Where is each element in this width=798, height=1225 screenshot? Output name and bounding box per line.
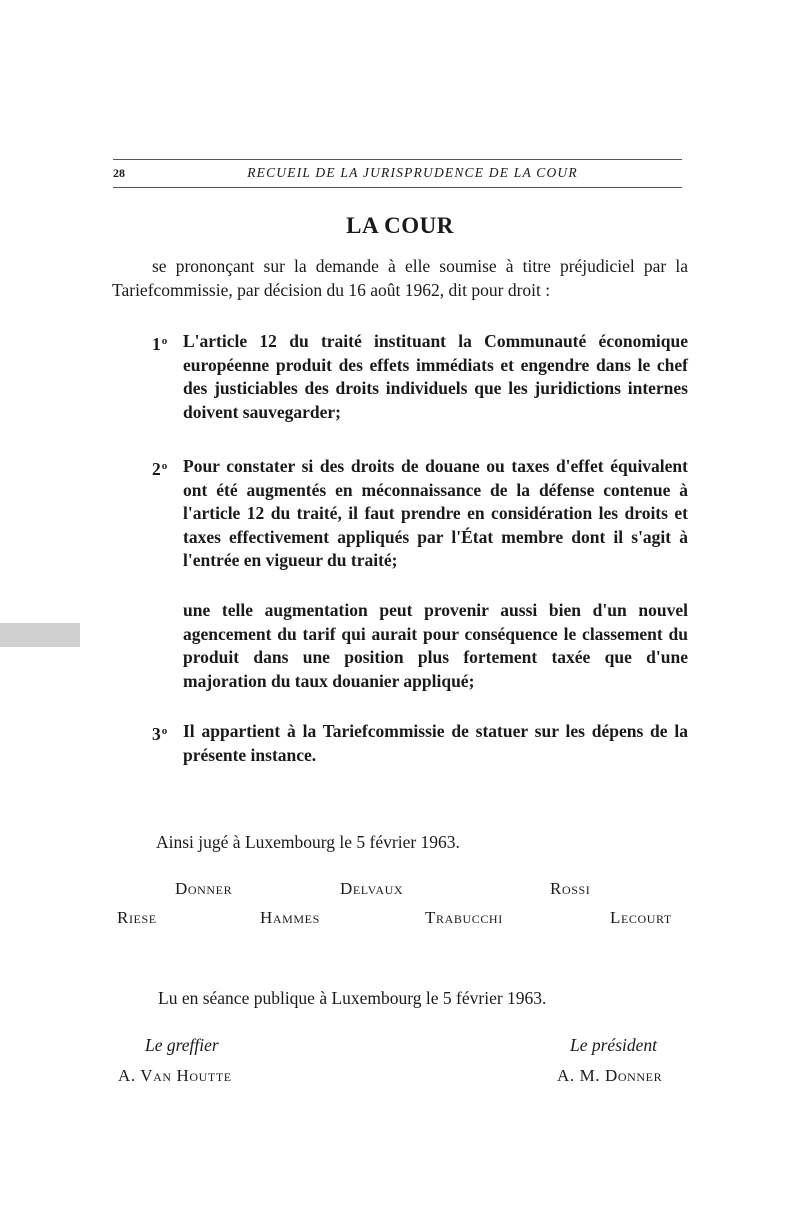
president-name: A. M. Donner [557,1066,663,1085]
margin-scan-artifact [0,623,80,647]
page-number: 28 [113,166,125,180]
ruling-item-1 [152,330,688,424]
header-bottom-rule [113,187,682,188]
reading-line: Lu en séance publique à Luxembourg le 5 février 1963. [158,988,547,1008]
item-number: 3$^o$ [152,724,168,744]
ruling-item-2-continuation: une telle augmentation peut provenir aussi bien d'un nouvel agencement du tarif qui aurait pour conséquence le classement du produit dans une position plus fortement taxée que d'une majoration du taux douanier appliqué; [183,600,688,691]
judge-name: Donner [175,879,233,898]
section-title: LA COUR [346,213,454,238]
running-title: RECUEIL DE LA JURISPRUDENCE DE LA COUR [247,165,578,180]
item-text: L'article 12 du traité instituant la Communauté économique européenne produit des effets immédiats et engendre dans le chef des justiciables des droits individuels que les juridictions internes doivent sauvegarder; [183,331,688,422]
item-number: 1$^o$ [152,334,168,354]
ruling-item-3 [152,720,688,767]
page-header [113,164,682,184]
judgment-line: Ainsi jugé à Luxembourg le 5 février 1963. [156,832,460,852]
judge-name: Trabucchi [425,908,503,927]
judge-name: Delvaux [340,879,404,898]
president-title: Le président [570,1035,658,1055]
judge-name: Lecourt [610,908,672,927]
header-top-rule [113,159,682,160]
judge-name: Riese [117,908,157,927]
ruling-item-2 [152,455,688,573]
item-text: Il appartient à la Tariefcommissie de statuer sur les dépens de la présente instance. [183,721,688,765]
intro-paragraph: se prononçant sur la demande à elle soumise à titre préjudiciel par la Tariefcommissie, par décision du 16 août 1962, dit pour droit : [112,256,688,300]
item-number: 2$^o$ [152,459,168,479]
judge-name: Rossi [550,879,591,898]
registrar-name: A. Van Houtte [118,1066,232,1085]
judge-name: Hammes [260,908,320,927]
item-text: Pour constater si des droits de douane ou taxes d'effet équivalent ont été augmentés en méconnaissance de la défense contenue à l'article 12 du traité, il faut prendre en considération les droits et taxes effectivement appliqués par l'État membre dont il s'agit à l'entrée en vigueur du traité; [183,456,688,570]
registrar-title: Le greffier [145,1035,219,1055]
